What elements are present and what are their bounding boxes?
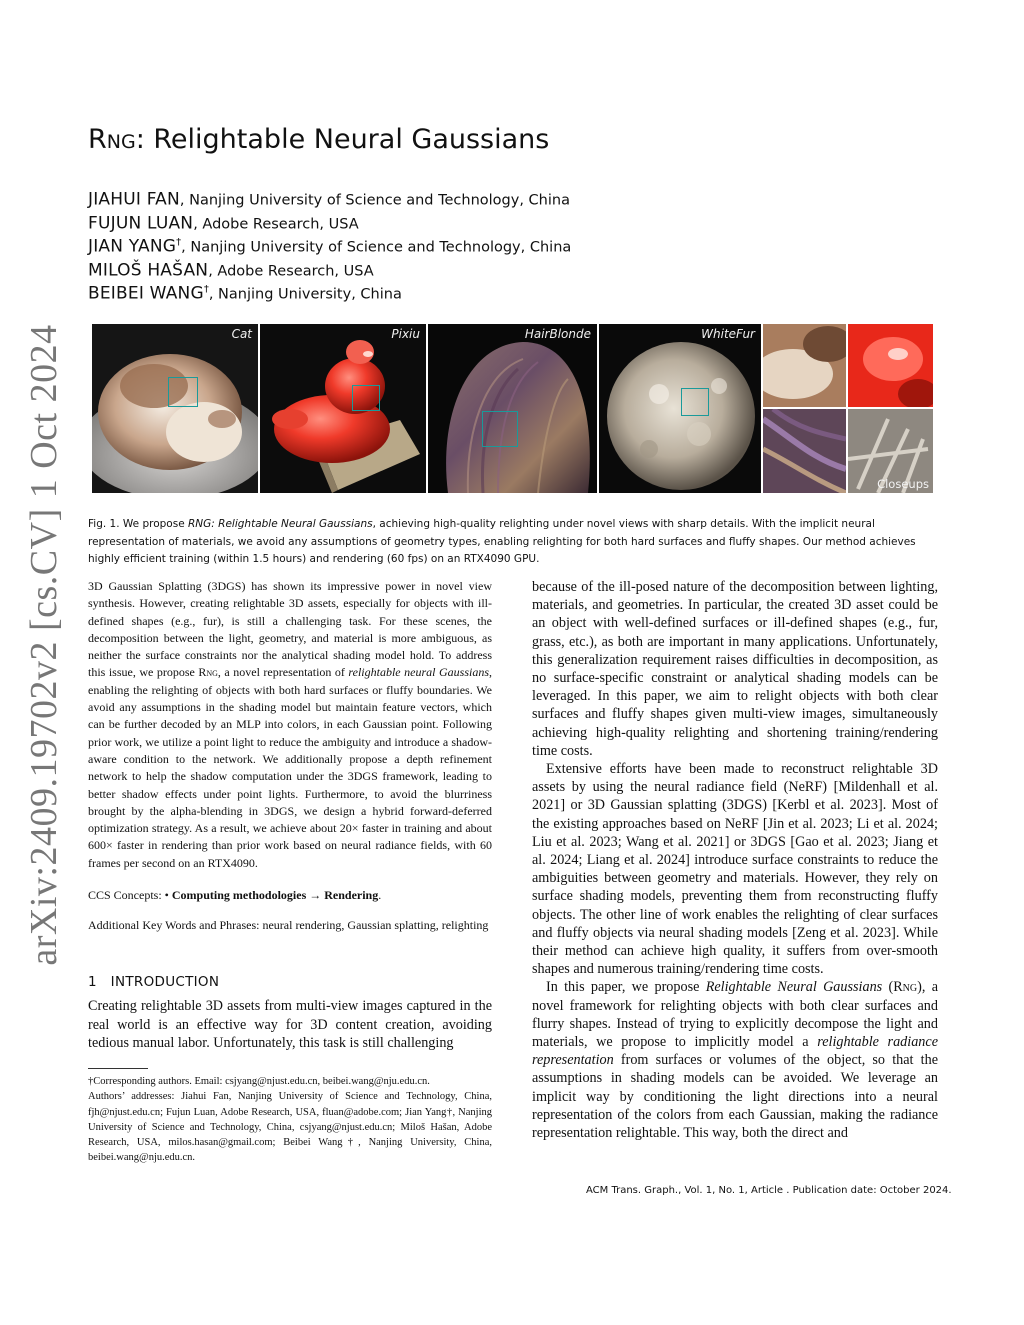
author-item xyxy=(88,184,571,208)
ccs-end: . xyxy=(378,888,382,902)
author-name: BEIBEI WANG xyxy=(88,283,204,304)
rp3-emph2: relightable radiance representation xyxy=(532,1034,938,1069)
section-number: 1 xyxy=(88,974,97,990)
closeup-box xyxy=(168,377,198,407)
author-name: JIAHUI FAN xyxy=(88,189,180,210)
author-item xyxy=(88,208,571,232)
pixiu-render-image xyxy=(260,324,426,493)
page-footer: ACM Trans. Graph., Vol. 1, No. 1, Article . Publication date: October 2024. xyxy=(586,1185,952,1196)
rp3-a: In this paper, we propose xyxy=(546,979,706,996)
teaser-panel-cat xyxy=(92,324,258,493)
rp3-d: from surfaces or volumes of the object, so that the assumptions in shading models can be avoided. We leverage an implicit way by conditioning the light directions into a neural representation of the colors from each Gaussian, making the radiance representation relightable. This way, both the direct and xyxy=(532,1052,938,1142)
closeup-fur xyxy=(848,409,933,493)
right-paragraph-1: because of the ill-posed nature of the decomposition between lighting, materials, and geometries. In particular, the created 3D asset could be an object with well-defined surfaces or ill-defined shapes (e.g., fur, grass, etc.), as both are important in many applications. Unfortunately, this generalization requirement raises difficulties in decomposition, as no surface-specific constraint or analytical shading models can be leveraged. In this paper, we aim to relight objects with both clear surfaces and fluffy shapes given multi-view images, simultaneously achieving high-quality relighting and shortening training/rendering time costs. xyxy=(532,579,938,759)
closeup-pixiu xyxy=(848,324,933,407)
hair-render-image xyxy=(428,324,597,493)
right-paragraph-2: Extensive efforts have been made to reconstruct relightable 3D assets by using the neural radiance field (NeRF) [Mildenhall et al. 2021] or 3D Gaussian splatting (3DGS) [Kerbl et al. 2023]. Most of the existing approaches based on NeRF [Jin et al. 2023; Li et al. 2024; Liu et al. 2023; Wang et al. 2021] or 3DGS [Gao et al. 2023; Jiang et al. 2024; Liang et al. 2024] introduce surface constraints to reduce the ambiguities between geometry and materials. However, they rely on surface shading models, preventing them from reconstructing fluffy objects. The other line of work enables the relighting of clear surfaces and fluffy objects via neural shading models [Zeng et al. 2023]. While their method can achieve high quality, it suffers from over-smooth shapes and numerous training/rendering time costs. xyxy=(532,761,938,978)
author-dagger: † xyxy=(203,284,209,295)
closeup-cat xyxy=(763,324,846,407)
intro-paragraph: Creating relightable 3D assets from multi-view images captured in the real world is an effective way for 3D content creation, avoiding tedious manual labor. Unfortunately, this task is still challenging xyxy=(88,998,492,1051)
author-item xyxy=(88,278,571,302)
author-affiliation: , Nanjing University, China xyxy=(208,286,402,303)
rp3-c: ), a novel framework for relighting objects with both clear surfaces and flurry shapes. Instead of trying to explicitly decompose the light and materials, we propose to implicitly model a xyxy=(532,979,938,1051)
figure-caption xyxy=(88,516,938,569)
author-name: FUJUN LUAN xyxy=(88,212,194,233)
teaser-panel-pixiu xyxy=(260,324,426,493)
title-text: : Relightable Neural Gaussians xyxy=(135,124,550,155)
ccs-arrow: → xyxy=(306,888,325,902)
rp3-b: ( xyxy=(882,979,894,996)
caption-body: , achieving high-quality relighting under novel views with sharp details. With the implicit neural representation of materials, we avoid any assumptions of geometry types, enabling relighting for both hard surfaces and fluffy shapes. Our method achieves highly efficient training (within 1.5 hours) and rendering (60 fps) on an RTX4090 GPU. xyxy=(88,518,916,565)
author-affiliation: , Adobe Research, USA xyxy=(193,215,359,232)
arxiv-identifier: arXiv:2409.19702v2 [cs.CV] 1 Oct 2024 xyxy=(23,324,65,966)
author-item xyxy=(88,255,571,279)
caption-prefix: Fig. 1. We propose xyxy=(88,518,188,530)
cat-render-image xyxy=(92,324,258,493)
teaser-panel-whitefur xyxy=(599,324,761,493)
section-heading xyxy=(88,974,219,990)
footnote-addresses: Authors’ addresses: Jiahui Fan, Nanjing University of Science and Technology, China, fjh@njust.edu.cn; Fujun Luan, Adobe Research, USA, fluan@adobe.com; Jian Yang†, Nanjing University of Science and Technology, China, csjyang@njust.edu.cn; Miloš Hašan, Adobe Research, USA, milos.hasan@gmail.com; Beibei Wang†, Nanjing University, China, beibei.wang@nju.edu.cn. xyxy=(88,1091,492,1164)
ccs-term-1: Computing methodologies xyxy=(171,888,307,902)
teaser-figure xyxy=(92,324,933,493)
caption-emphasis: RNG: Relightable Neural Gaussians xyxy=(188,518,373,530)
author-name: JIAN YANG xyxy=(88,236,177,257)
title-acronym: Rng xyxy=(88,124,136,155)
footnote-rule xyxy=(88,1068,148,1069)
author-affiliation: , Adobe Research, USA xyxy=(208,262,374,279)
panel-label: HairBlonde xyxy=(524,327,591,341)
closeup-box xyxy=(352,385,380,411)
abstract xyxy=(88,578,492,872)
abstract-text-2: , a novel representation of xyxy=(217,665,349,680)
panel-label: Pixiu xyxy=(391,327,420,341)
author-dagger: † xyxy=(176,237,182,248)
abstract-emphasis: relightable neural Gaussians xyxy=(348,665,489,680)
author-list xyxy=(88,184,571,302)
footnote xyxy=(88,1074,492,1166)
closeup-cat-image xyxy=(763,324,846,407)
abstract-text-3: , enabling the relighting of objects with both hard surfaces or fluffy boundaries. We avoid any assumptions in the shading model but maintain feature vectors, which can be further decoded by an MLP into colors, in each Gaussian point. Following prior work, we utilize a point light to reduce the ambiguity and introduce a shadow-aware condition to the network. We additionally propose a depth refinement network to help the shadow computation under the 3DGS framework, leading to better shadow effects under point lights. Furthermore, to avoid the blurriness brought by the alpha-blending in 3DGS, we design a hybrid forward-deferred optimization strategy. As a result, we achieve about 20× faster in training and about 600× faster in rendering than prior work based on neural radiance fields, with 60 frames per second on an RTX4090. xyxy=(88,665,492,870)
rp3-emph: Relightable Neural Gaussians xyxy=(705,979,883,996)
author-item xyxy=(88,231,571,255)
closeup-pixiu-image xyxy=(848,324,933,407)
ccs-term-2: Rendering xyxy=(324,888,379,902)
keywords: Additional Key Words and Phrases: neural rendering, Gaussian splatting, relighting xyxy=(88,918,489,932)
teaser-panel-hairblonde xyxy=(428,324,597,493)
ccs-label: CCS Concepts: • xyxy=(88,888,172,902)
footnote-corresponding: †Corresponding authors. Email: csjyang@njust.edu.cn, beibei.wang@nju.edu.cn. xyxy=(88,1076,430,1087)
arxiv-sidebar xyxy=(0,0,65,1325)
panel-label: Cat xyxy=(231,327,252,341)
rp3-rng: Rng xyxy=(893,979,918,996)
paper-title xyxy=(88,124,549,155)
closeup-box xyxy=(482,411,518,447)
section-title: INTRODUCTION xyxy=(110,974,220,990)
closeup-hair xyxy=(763,409,846,493)
right-column xyxy=(532,578,938,1142)
panel-label: WhiteFur xyxy=(701,327,755,341)
closeup-hair-image xyxy=(763,409,846,493)
abstract-rng: Rng xyxy=(198,665,218,680)
abstract-text-1: 3D Gaussian Splatting (3DGS) has shown its impressive power in novel view synthesis. However, creating relightable 3D assets, especially for objects with ill-defined shapes (e.g., fur), is still a challenging task. For these scenes, the decomposition between the light, geometry, and material is more ambiguous, as neither the surface constraints nor the analytical shading model hold. To address this issue, we propose xyxy=(88,579,492,680)
author-affiliation: , Nanjing University of Science and Technology, China xyxy=(179,192,570,209)
closeup-box xyxy=(681,388,709,416)
author-name: MILOŠ HAŠAN xyxy=(88,259,209,280)
author-affiliation: , Nanjing University of Science and Technology, China xyxy=(181,239,572,256)
right-paragraph-3 xyxy=(532,978,938,1142)
whitefur-render-image xyxy=(599,324,761,493)
closeups-label: Closeups xyxy=(877,477,929,491)
ccs-concepts xyxy=(88,887,492,904)
